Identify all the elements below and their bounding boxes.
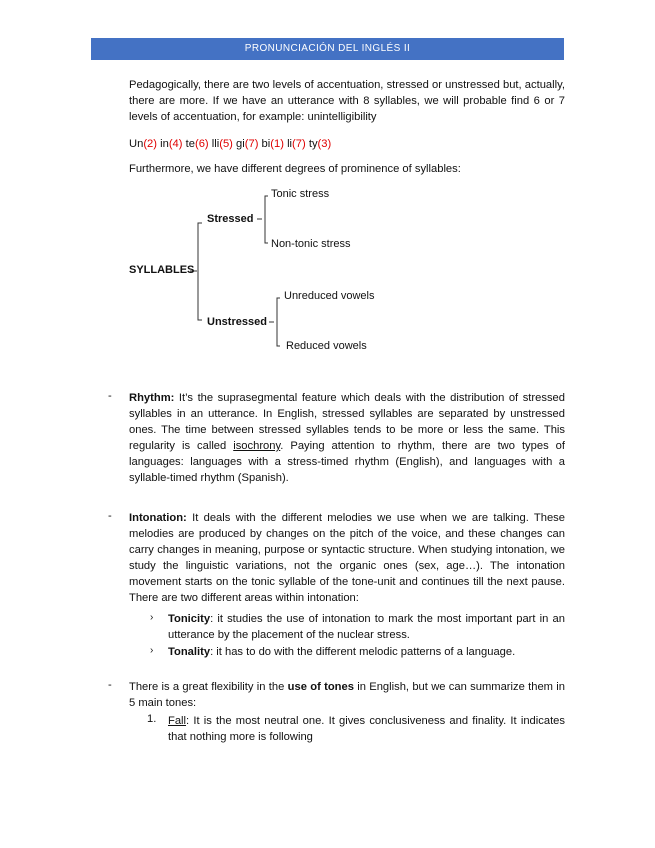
diagram-tonic: Tonic stress [271, 188, 330, 200]
list-number: 1. [147, 713, 157, 725]
syllable-level: (1) [270, 138, 284, 150]
intonation-term: Intonation: [129, 512, 187, 524]
syllable-level: (5) [219, 138, 233, 150]
bullet-dash: - [108, 390, 112, 402]
syllable-level: (7) [292, 138, 306, 150]
bullet-dash: - [108, 679, 112, 691]
syllable: lli(5) [211, 138, 233, 150]
syllable: Un(2) [129, 138, 157, 150]
rhythm-text: It’s the suprasegmental feature which deals with the distribution of stressed syllables in an utterance. In English, stressed syllables are separated by unstressed ones. The time between stressed syllables tends to be more or less the same. This regularity is called [129, 392, 565, 452]
syllable: gi(7) [236, 138, 259, 150]
syllable: li(7) [287, 138, 306, 150]
diagram-unreduced: Unreduced vowels [284, 290, 375, 302]
tones-term: use of tones [287, 681, 354, 693]
tones-text: There is a great flexibility in the [129, 681, 288, 693]
bullet-dash: - [108, 510, 112, 522]
syllable: te(6) [185, 138, 209, 150]
diagram-root: SYLLABLES [129, 264, 195, 276]
tonality-text: : it has to do with the different melodic patterns of a language. [210, 646, 516, 658]
tones-text-2: in English, but we can summarize them in 5 main tones: [129, 681, 565, 709]
diagram-nontonic: Non-tonic stress [271, 238, 351, 250]
tones-paragraph [129, 679, 565, 711]
fall-term: Fall [168, 715, 187, 727]
syllable: ty(3) [308, 138, 332, 150]
syllable-level: (2) [143, 138, 157, 150]
intonation-text: It deals with the different melodies we use when we are talking. These melodies are produced by changes on the pitch of the voice, and these changes can carry changes in meaning, purpose or syntactic structure. When studying intonation, we study the linguistic variations, not the organic ones (sex, age…). The intonation movement starts on the tonic syllable of the tone-unit and continues till the next pause. There are two different areas within intonation: [129, 512, 565, 604]
arrow-bullet: › [150, 645, 154, 656]
arrow-bullet: › [150, 612, 154, 623]
tonicity-item [168, 611, 565, 643]
diagram-stressed: Stressed [207, 213, 254, 225]
fall-text: : It is the most neutral one. It gives conclusiveness and finality. It indicates that nothing more is following [168, 715, 565, 743]
tonicity-text: : it studies the use of intonation to mark the most important part in an utterance by the placement of the nuclear stress. [168, 613, 565, 641]
rhythm-paragraph [129, 390, 565, 486]
syllable-level: (7) [244, 138, 259, 150]
syllable: bi(1) [261, 138, 284, 150]
syllable-level: (3) [317, 138, 332, 150]
tonality-item [168, 644, 565, 660]
syllable: in(4) [160, 138, 183, 150]
syllable-level: (6) [194, 138, 209, 150]
page-header: PRONUNCIACIÓN DEL INGLÉS II [91, 38, 564, 60]
diagram-unstressed: Unstressed [207, 316, 267, 328]
diagram-reduced: Reduced vowels [286, 340, 367, 352]
syllable-level: (4) [168, 138, 183, 150]
tonality-term: Tonality [168, 646, 211, 658]
tonicity-term: Tonicity [168, 613, 211, 625]
prominence-paragraph: Furthermore, we have different degrees of prominence of syllables: [129, 163, 461, 175]
isochrony-term: isochrony [233, 440, 281, 452]
intro-paragraph: Pedagogically, there are two levels of accentuation, stressed or unstressed but, actually, there are more. If we have an utterance with 8 syllables, we will probable find 6 or 7 levels of accentuation, for example: unintelligibility [129, 79, 565, 123]
fall-item [168, 713, 565, 745]
rhythm-text-2: . Paying attention to rhythm, there are two types of languages: languages with a stress-timed rhythm (English), and languages with a syllable-timed rhythm (Spanish). [129, 440, 565, 484]
intonation-paragraph [129, 510, 565, 606]
rhythm-term: Rhythm: [129, 392, 175, 404]
